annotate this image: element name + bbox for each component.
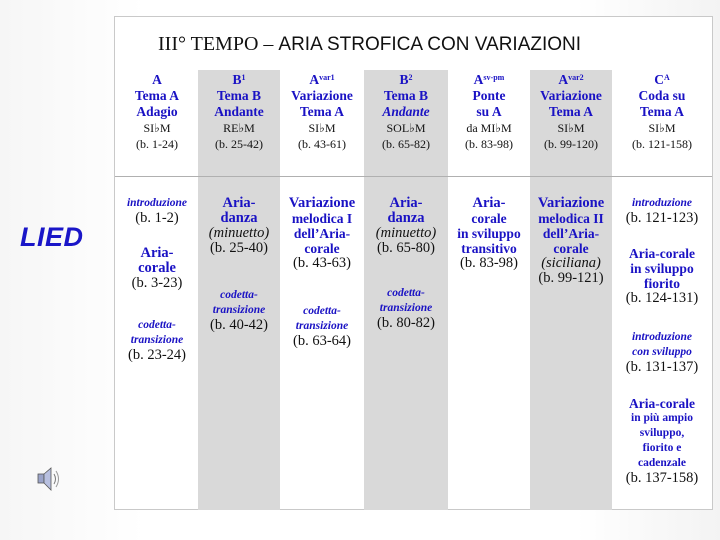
header-col-4: $B^2$ Tema B Andante SOL♭M (b. 65-82)	[382, 72, 430, 151]
header-col-6: $A^{var2}$ Variazione Tema A SI♭M (b. 99-120)	[540, 72, 602, 151]
header-col-3: $A^{var1}$ Variazione Tema A SI♭M (b. 43-61)	[291, 72, 353, 151]
header-col-7: $C^A$ Coda su Tema A SI♭M (b. 121-158)	[632, 72, 692, 151]
col1-aria: Aria- corale (b. 3-23)	[131, 245, 183, 291]
header-separator	[115, 176, 712, 177]
speaker-icon[interactable]	[36, 466, 60, 492]
col5-aria-corale: Aria- corale in sviluppo transitivo (b. 83-98)	[457, 195, 521, 271]
col4-aria-danza: Aria- danza (minuetto) (b. 65-80)	[375, 195, 437, 256]
header-col-2: $B^1$ Tema B Andante RE♭M (b. 25-42)	[214, 72, 264, 151]
col3-variazione: Variazione melodica I dell’Aria- corale (b. 43-63)	[288, 195, 356, 271]
col7-intro-sviluppo: introduzione con sviluppo (b. 131-137)	[625, 331, 699, 375]
col7-aria-corale: Aria-corale in sviluppo fiorito (b. 124-131)	[625, 246, 699, 306]
col4-codetta: codetta- transizione (b. 80-82)	[377, 287, 435, 331]
col6-variazione: Variazione melodica II dell’Aria- corale (siciliana) (b. 99-121)	[537, 195, 605, 286]
col3-codetta: codetta- transizione (b. 63-64)	[293, 305, 351, 349]
page-title: III° TEMPO – ARIA STROFICA CON VARIAZIONI	[158, 33, 582, 55]
col7-intro: introduzione (b. 121-123)	[625, 197, 699, 226]
col2-codetta: codetta- transizione (b. 40-42)	[210, 289, 268, 333]
header-col-5: $A^{sv-pm}$ Ponte su A da MI♭M (b. 83-98)	[465, 72, 513, 151]
header-col-1: A Tema A Adagio SI♭M (b. 1-24)	[134, 72, 180, 151]
col1-codetta: codetta- transizione (b. 23-24)	[128, 319, 186, 363]
lied-label: LIED	[20, 222, 84, 252]
col7-aria-ampio: Aria-corale in più ampio sviluppo, fiorito e cadenzale (b. 137-158)	[625, 396, 699, 486]
col2-aria-danza: Aria- danza (minuetto) (b. 25-40)	[208, 195, 270, 256]
col1-intro: introduzione (b. 1-2)	[126, 197, 188, 226]
